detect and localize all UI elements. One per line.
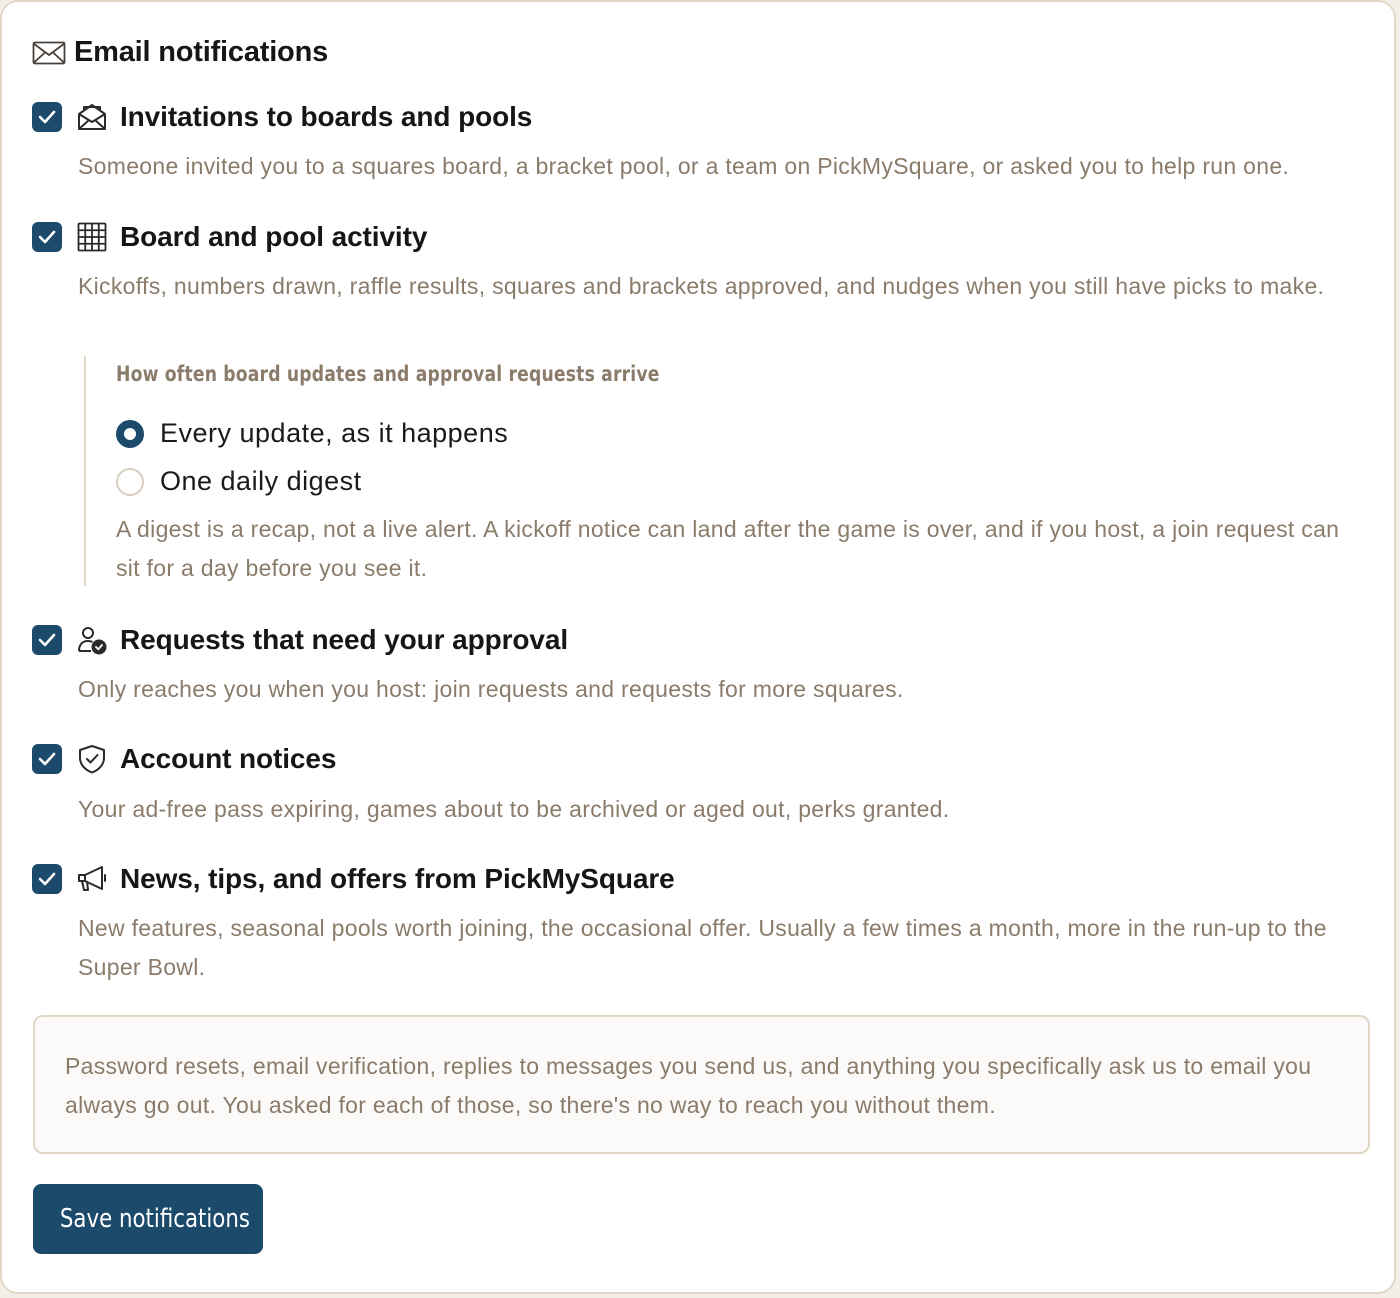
radio-every-update[interactable] [116,418,508,449]
envelope-icon [32,41,66,65]
save-notifications-label: Save notifications [59,1204,250,1234]
news-offers-checkbox[interactable] [32,864,62,894]
account-notices-title: Account notices [120,743,337,774]
approval-requests-checkbox[interactable] [32,625,62,655]
radio-every-update-label: Every update, as it happens [160,418,509,448]
approval-requests-title: Requests that need your approval [120,624,569,655]
shield-check-icon [76,743,108,775]
pref-board-activity[interactable] [32,221,427,253]
invitations-checkbox[interactable] [32,102,62,132]
pref-invitations[interactable] [32,101,532,133]
digest-note: A digest is a recap, not a live alert. A kickoff notice can land after the game is over, and if you host, a join request can sit for a day before you see it. [116,516,1340,581]
grid-icon [76,221,108,253]
always-sent-info-box [33,1015,1370,1154]
account-notices-description: Your ad-free pass expiring, games about to be archived or aged out, perks granted. [78,796,950,822]
account-notices-checkbox[interactable] [32,744,62,774]
board-activity-title: Board and pool activity [120,221,428,252]
radio-daily-digest-label: One daily digest [160,466,362,496]
radio-daily-digest[interactable] [116,466,362,497]
news-offers-title: News, tips, and offers from PickMySquare [120,863,675,894]
invitations-description: Someone invited you to a squares board, a bracket pool, or a team on PickMySquare, or asked you to help run one. [78,153,1290,179]
pref-news-offers[interactable] [32,863,675,895]
megaphone-icon [76,863,108,895]
save-notifications-button[interactable] [33,1184,263,1254]
news-offers-description: New features, seasonal pools worth joining, the occasional offer. Usually a few times a month, more in the run-up to the Super Bowl. [78,915,1327,980]
frequency-subsection [84,356,1366,586]
pref-account-notices[interactable] [32,743,336,775]
section-heading [32,36,328,69]
board-activity-checkbox[interactable] [32,222,62,252]
always-sent-info-text: Password resets, email verification, replies to messages you send us, and anything you specifically ask us to email you always go out. You asked for each of those, so there's no way to reach you without them. [65,1053,1312,1118]
approval-requests-description: Only reaches you when you host: join requests and requests for more squares. [78,676,904,702]
envelope-open-icon [76,101,108,133]
board-activity-description: Kickoffs, numbers drawn, raffle results, squares and brackets approved, and nudges when you still have picks to make. [78,273,1325,299]
section-title: Email notifications [74,36,329,68]
frequency-label: How often board updates and approval requests arrive [116,362,660,386]
user-check-icon [76,624,108,656]
radio-daily-digest-input[interactable] [116,468,144,496]
radio-every-update-input[interactable] [116,420,144,448]
invitations-title: Invitations to boards and pools [120,101,533,132]
pref-approval-requests[interactable] [32,624,568,656]
